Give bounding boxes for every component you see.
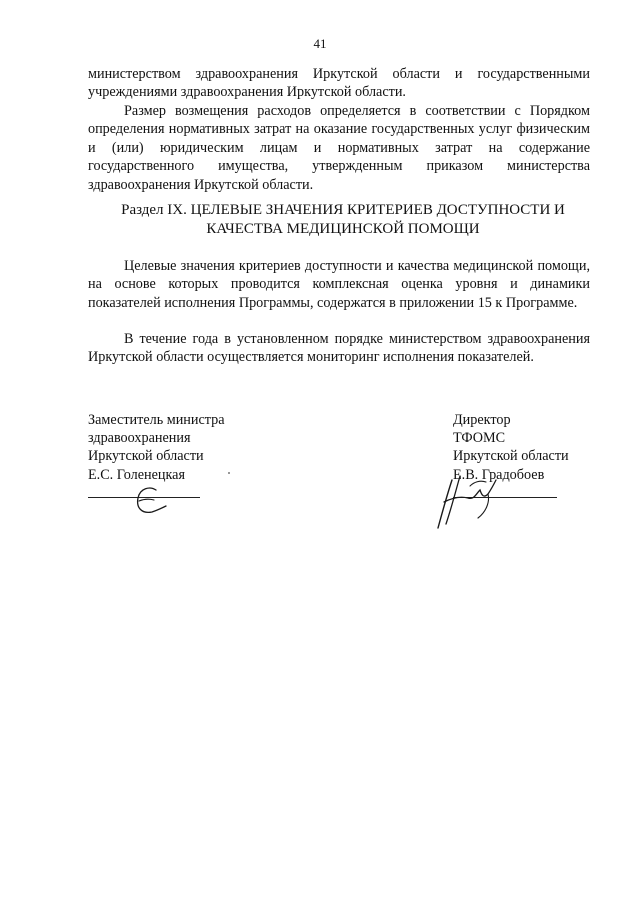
signatory-title-line2: ТФОМС	[453, 430, 506, 447]
signature-block-right	[453, 411, 569, 484]
paragraph-reimbursement: Размер возмещения расходов определяется в соответствии с Порядком определения нормативных затрат на оказание государственных услуг физическим и (или) юридическим лицам и нормативных затрат на содержание государственного имущества, утвержденным приказом министерства здравоохранения Иркутской области.	[88, 103, 590, 193]
signatory-name: Е.В. Градобоев	[453, 466, 545, 483]
signature-block-left	[88, 411, 225, 484]
paragraph-target-values: Целевые значения критериев доступности и качества медицинской помощи, на основе которых проводится комплексная оценка уровня и динамики показателей исполнения Программы, содержатся в приложении 15 к Программе.	[88, 258, 590, 311]
signatory-name: Е.С. Голенецкая	[88, 466, 185, 483]
signatory-title-line1: Заместитель министра	[88, 412, 225, 428]
signatory-title-line2: здравоохранения	[88, 430, 191, 447]
section-heading: Раздел IX. ЦЕЛЕВЫЕ ЗНАЧЕНИЯ КРИТЕРИЕВ ДОСТУПНОСТИ И КАЧЕСТВА МЕДИЦИНСКОЙ ПОМОЩИ	[121, 202, 565, 237]
signature-line-right	[453, 497, 557, 498]
paragraph-continuation: министерством здравоохранения Иркутской области и государственными учреждениями здравоохранения Иркутской области.	[88, 66, 590, 101]
signature-line-left	[88, 497, 200, 498]
signatory-title-line3: Иркутской области	[88, 448, 204, 465]
paragraph-monitoring: В течение года в установленном порядке министерством здравоохранения Иркутской области осуществляется мониторинг исполнения показателей.	[88, 331, 590, 366]
signatory-title-line1: Директор	[453, 412, 511, 428]
handwritten-signature-left	[130, 484, 170, 518]
ink-dot	[228, 472, 230, 474]
page-number: 41	[313, 36, 327, 51]
signatory-title-line3: Иркутской области	[453, 448, 569, 465]
